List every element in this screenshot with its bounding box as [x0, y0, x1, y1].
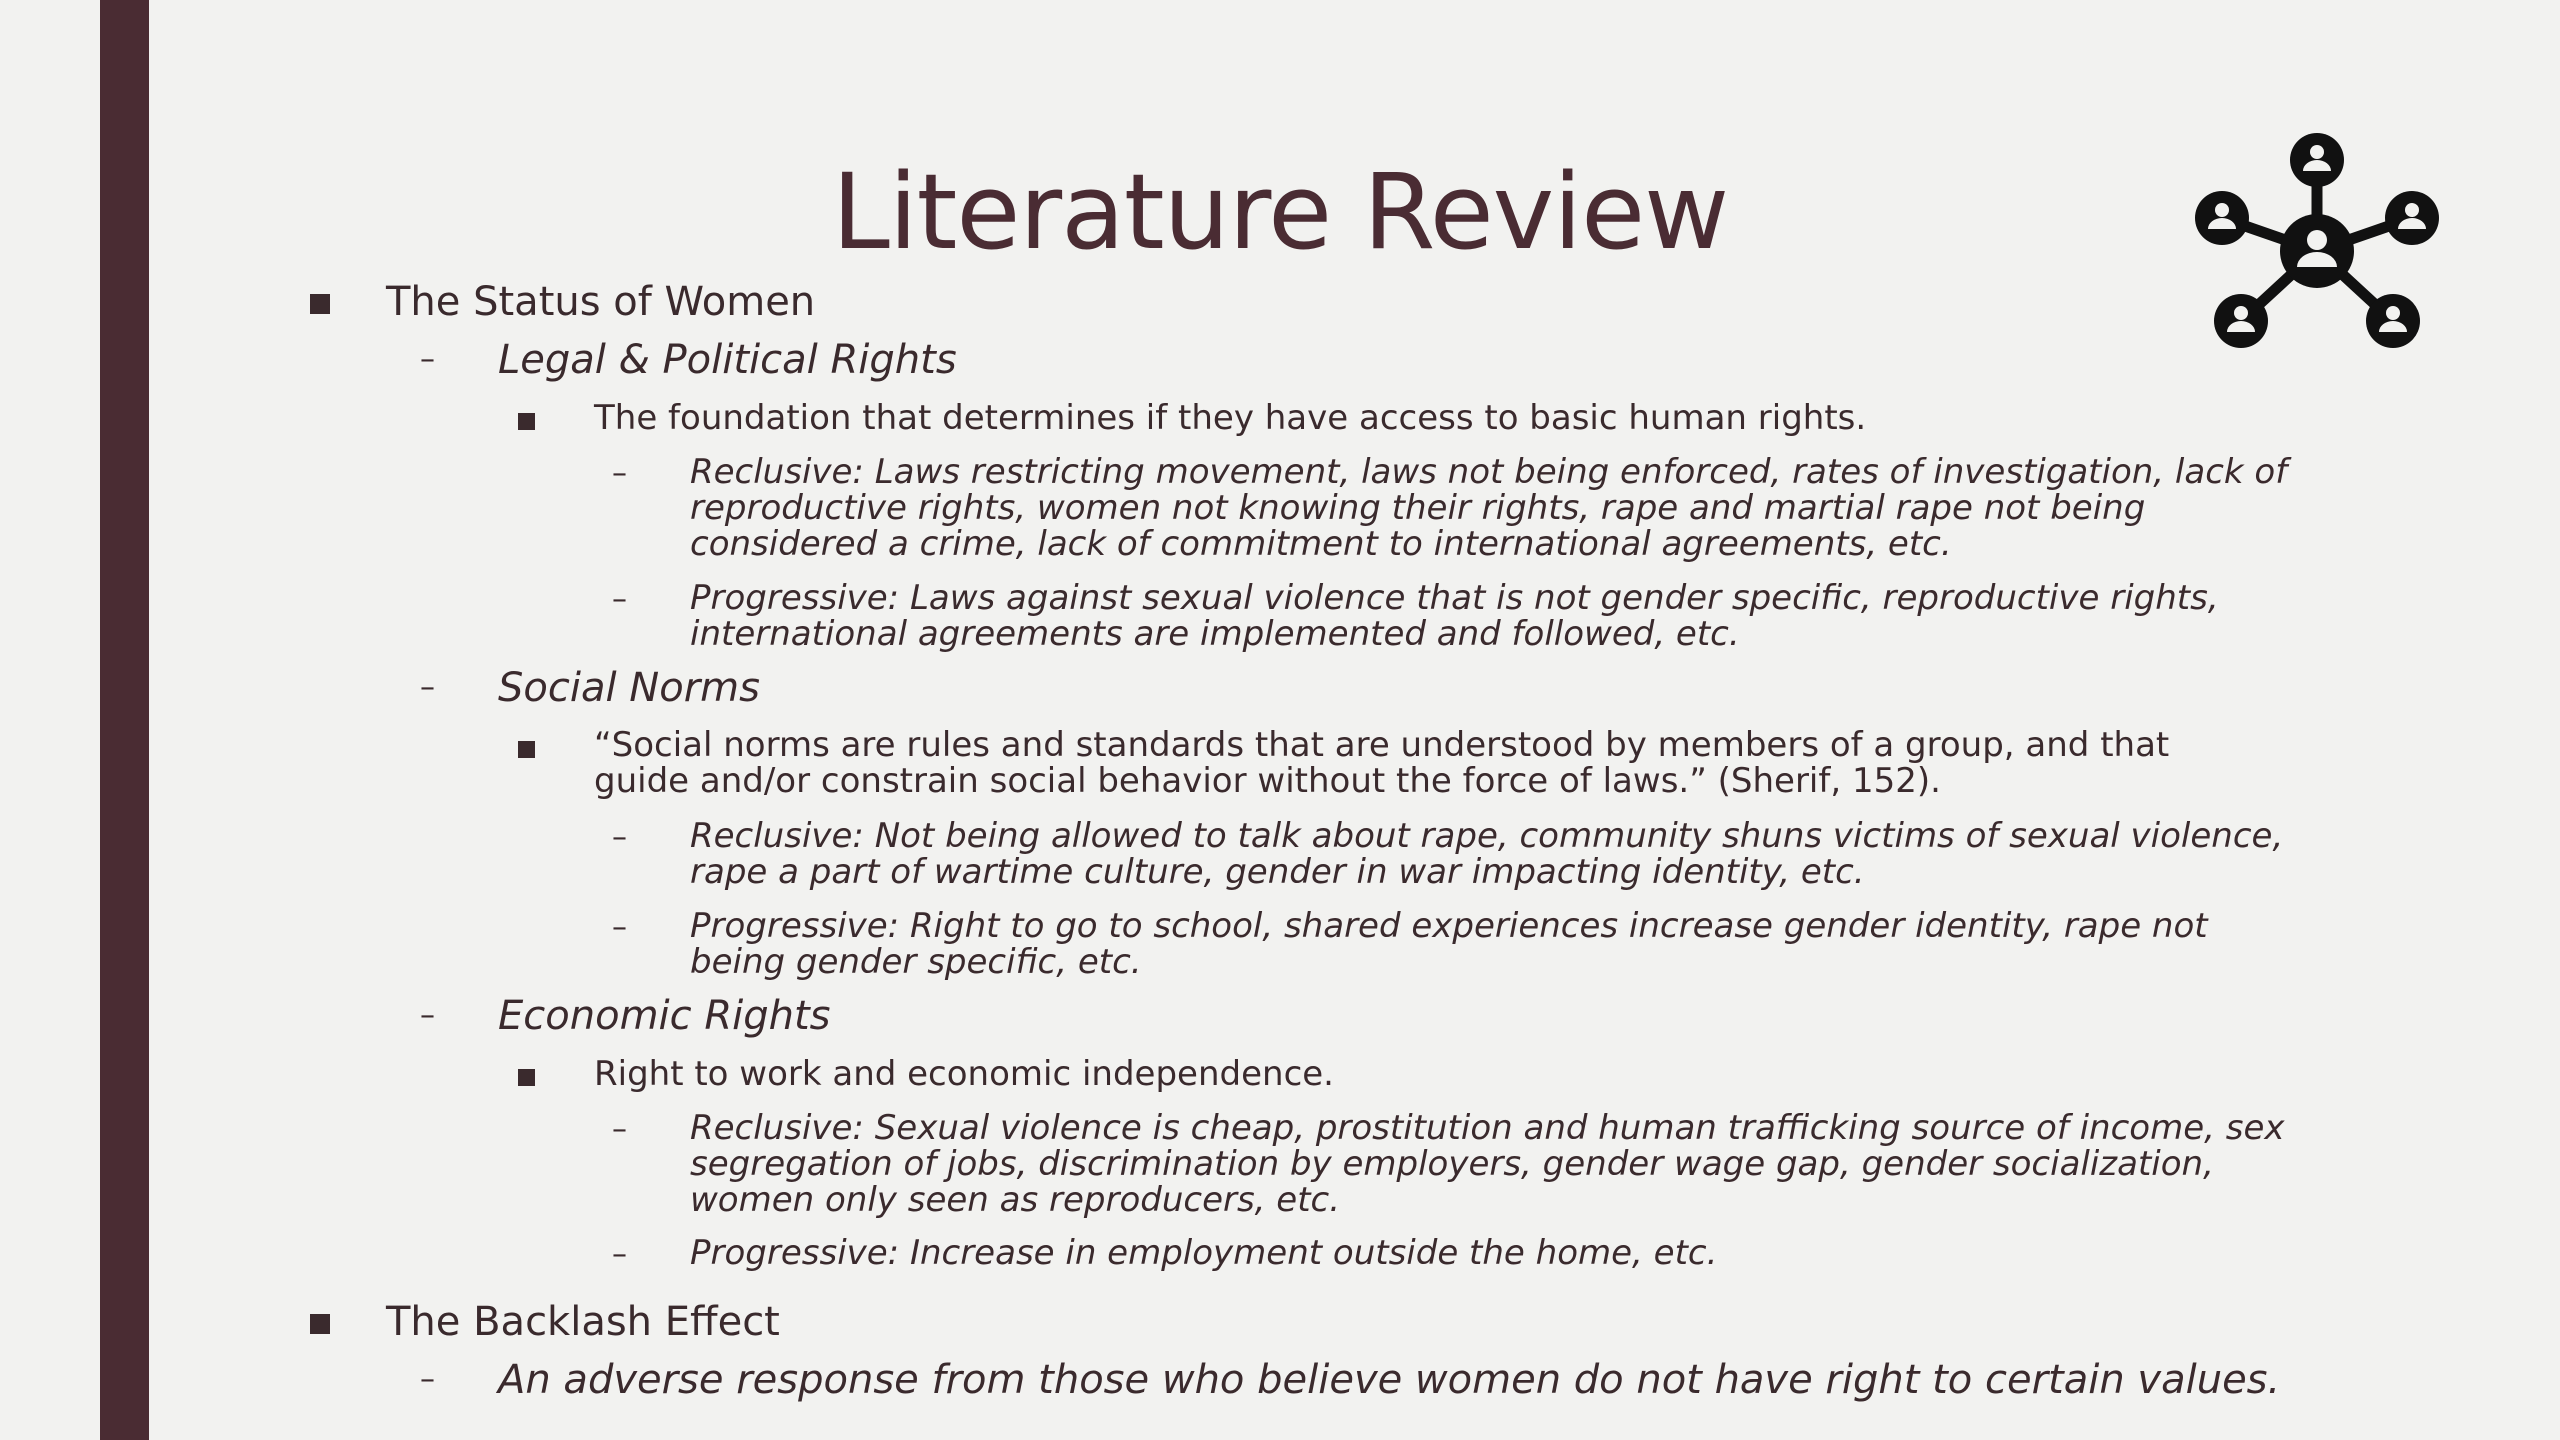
- bullet-square-icon: [518, 741, 535, 758]
- outline-item-backlash-effect: The Backlash Effect: [386, 1299, 780, 1345]
- bullet-dash: –: [612, 910, 627, 945]
- bullet-dash: –: [420, 670, 435, 705]
- bullet-square-icon: [518, 1069, 535, 1086]
- outline-item-legal-reclusive: Reclusive: Laws restricting movement, laws not being enforced, rates of investigation, lack of reproductive rights, women not knowing their rights, rape and martial rape not being considered a crime, lack of commitment to international agreements, etc.: [690, 452, 2288, 564]
- outline-item-legal-political-rights: Legal & Political Rights: [498, 337, 957, 383]
- bullet-dash: –: [420, 998, 435, 1033]
- bullet-dash: –: [420, 1362, 435, 1397]
- bullet-dash: –: [612, 1112, 627, 1147]
- outline-item-economic-progressive: Progressive: Increase in employment outside the home, etc.: [690, 1233, 1718, 1273]
- bullet-dash: –: [612, 820, 627, 855]
- bullet-square-icon: [518, 413, 535, 430]
- outline-item-legal-progressive: Progressive: Laws against sexual violence that is not gender specific, reproductive rights, international agreements are implemented and followed, etc.: [690, 578, 2219, 654]
- outline-item-social-norms-quote: “Social norms are rules and standards that are understood by members of a group, and that guide and/or constrain social behavior without the force of laws.” (Sherif, 152).: [594, 725, 2170, 801]
- outline-item-economic-rights: Economic Rights: [498, 993, 831, 1039]
- bullet-dash: –: [612, 582, 627, 617]
- outline-item-social-norms: Social Norms: [498, 665, 760, 711]
- outline-item-economic-independence: Right to work and economic independence.: [594, 1054, 1334, 1094]
- outline-item-economic-reclusive: Reclusive: Sexual violence is cheap, prostitution and human trafficking source of income, sex segregation of jobs, discrimination by employers, gender wage gap, gender socialization, women only seen as reproducers, etc.: [690, 1108, 2285, 1220]
- outline-item-social-progressive: Progressive: Right to go to school, shared experiences increase gender identity, rape not being gender specific, etc.: [690, 906, 2208, 982]
- outline-item-status-of-women: The Status of Women: [386, 279, 816, 325]
- bullet-dash: –: [612, 456, 627, 491]
- outline-item-social-reclusive: Reclusive: Not being allowed to talk about rape, community shuns victims of sexual violence, rape a part of wartime culture, gender in war impacting identity, etc.: [690, 816, 2284, 892]
- outline-item-legal-foundation: The foundation that determines if they have access to basic human rights.: [594, 398, 1867, 438]
- bullet-square-icon: [310, 1314, 330, 1334]
- slide-title: Literature Review: [831, 151, 1729, 273]
- bullet-square-icon: [310, 294, 330, 314]
- outline-item-backlash-definition: An adverse response from those who believe women do not have right to certain values.: [498, 1357, 2281, 1403]
- bullet-dash: –: [612, 1237, 627, 1272]
- bullet-dash: –: [420, 342, 435, 377]
